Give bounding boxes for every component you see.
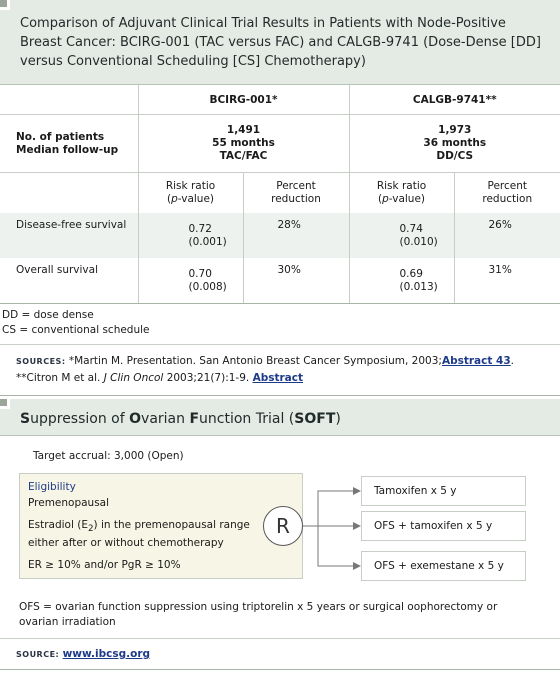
bcirg-patients: 1,491	[226, 124, 261, 136]
bcirg-arms: TAC/FAC	[219, 150, 268, 162]
patients-row	[0, 115, 560, 173]
sources-label: SOURCES:	[16, 357, 66, 366]
p-value-label	[350, 193, 454, 206]
patients-label: No. of patients	[16, 130, 105, 143]
table-title-bar	[0, 0, 560, 85]
table-header-row	[0, 85, 560, 115]
percent-label: Percent	[276, 180, 316, 192]
corner-marker-icon	[0, 0, 10, 10]
arm-ofs-tamoxifen: OFS + tamoxifen x 5 y	[361, 511, 526, 541]
arrow-icon	[353, 487, 361, 495]
p-italic: p	[382, 193, 389, 205]
title-part: unction Trial (	[199, 411, 295, 427]
target-accrual: Target accrual: 3,000 (Open)	[33, 450, 184, 462]
bcirg-summary	[138, 115, 349, 173]
header-bcirg: BCIRG-001*	[138, 85, 349, 115]
calgb-arms: DD/CS	[436, 150, 474, 162]
reduction-cell: 28%	[243, 213, 349, 258]
reduction-cell: 31%	[454, 258, 560, 303]
title-letter-f: F	[189, 411, 200, 427]
randomization-circle: R	[263, 506, 303, 546]
journal-name: J Clin Oncol	[103, 372, 164, 384]
p-value: (0.013)	[399, 280, 438, 293]
connector-arm-3	[318, 526, 356, 566]
risk-ratio-label: Risk ratio	[165, 180, 216, 192]
title-abbr: SOFT	[294, 411, 336, 427]
row-label: Overall survival	[16, 264, 99, 276]
patients-label-cell	[0, 115, 138, 173]
table-row	[0, 213, 560, 258]
p-close: -value)	[177, 193, 215, 205]
reduction-label: reduction	[482, 193, 533, 205]
title-letter-o: O	[129, 411, 142, 427]
table-row	[0, 258, 560, 303]
risk-ratio-value: 0.70	[188, 267, 212, 280]
definition-cs: CS = conventional schedule	[2, 324, 150, 336]
soft-trial-section	[0, 399, 560, 660]
p-value: (0.008)	[188, 280, 227, 293]
source2-rest: 2003;21(7):1-9.	[163, 372, 253, 384]
source-label: SOURCE:	[16, 650, 60, 659]
calgb-patients: 1,973	[438, 124, 472, 136]
risk-ratio-cell	[349, 213, 454, 258]
calgb-summary	[349, 115, 560, 173]
results-table	[0, 85, 560, 303]
p-open: (	[166, 193, 172, 205]
header-calgb: CALGB-9741**	[349, 85, 560, 115]
eligibility-box	[19, 473, 303, 579]
estradiol-subscript: 2	[87, 524, 94, 535]
risk-ratio-value: 0.74	[399, 222, 423, 235]
source1-text: *Martin M. Presentation. San Antonio Breast Cancer Symposium, 2003;	[68, 355, 442, 367]
reduction-cell: 30%	[243, 258, 349, 303]
definition-dd: DD = dose dense	[2, 309, 94, 321]
subheader-row	[0, 173, 560, 214]
risk-ratio-value: 0.72	[188, 222, 212, 235]
ibcsg-link[interactable]: www.ibcsg.org	[62, 648, 151, 660]
risk-ratio-label: Risk ratio	[376, 180, 427, 192]
calgb-followup: 36 months	[423, 137, 487, 149]
ofs-footnote: OFS = ovarian function suppression using triptorelin x 5 years or surgical oophorectomy or ovarian irradiation	[19, 601, 498, 628]
table-title: Comparison of Adjuvant Clinical Trial Results in Patients with Node-Positive Breast Cancer: BCIRG-001 (TAC versus FAC) and CALGB-9741 (Dose-Dense [DD] versus Conventional Scheduling [CS] Chemotherapy)	[20, 16, 541, 69]
p-italic: p	[171, 193, 178, 205]
eligibility-estradiol	[28, 518, 294, 536]
risk-ratio-cell	[349, 258, 454, 303]
subheader-empty	[0, 173, 138, 214]
source2-text: **Citron M et al.	[16, 372, 104, 384]
header-empty	[0, 85, 138, 115]
title-part: )	[335, 411, 341, 427]
p-value-label	[139, 193, 243, 206]
title-letter-s: S	[20, 411, 31, 427]
soft-source	[0, 638, 560, 670]
abstract-43-link[interactable]: Abstract 43	[441, 355, 511, 367]
followup-label: Median follow-up	[16, 143, 119, 156]
source1-end: .	[510, 355, 514, 367]
arrow-icon	[353, 522, 361, 530]
estradiol-text-end: ) in the premenopausal range	[93, 519, 250, 531]
abstract-link[interactable]: Abstract	[252, 372, 303, 384]
estradiol-text: Estradiol (E	[28, 519, 88, 531]
arm-ofs-exemestane: OFS + exemestane x 5 y	[361, 551, 526, 581]
risk-ratio-value: 0.69	[399, 267, 423, 280]
abbreviation-definitions	[0, 303, 560, 344]
source-line-1	[16, 353, 560, 370]
p-open: (	[377, 193, 383, 205]
subheader-percent-1	[243, 173, 349, 214]
subheader-percent-2	[454, 173, 560, 214]
reduction-cell: 26%	[454, 213, 560, 258]
eligibility-title: Eligibility	[28, 481, 76, 493]
source-line-2	[16, 370, 560, 386]
reduction-label: reduction	[271, 193, 321, 205]
subheader-risk-2	[349, 173, 454, 214]
subheader-risk-1	[138, 173, 243, 214]
connector-arm-1	[318, 491, 356, 526]
arm-tamoxifen: Tamoxifen x 5 y	[361, 476, 526, 506]
eligibility-chemo: either after or without chemotherapy	[28, 537, 224, 550]
title-part: varian	[141, 411, 190, 427]
sources-block	[0, 344, 560, 396]
p-value: (0.010)	[399, 235, 438, 248]
percent-label: Percent	[487, 180, 527, 192]
row-label: Disease-free survival	[0, 213, 138, 258]
risk-ratio-cell	[138, 213, 243, 258]
eligibility-receptor: ER ≥ 10% and/or PgR ≥ 10%	[28, 559, 181, 572]
risk-ratio-cell	[138, 258, 243, 303]
title-part: uppression of	[30, 411, 130, 427]
bcirg-followup: 55 months	[212, 137, 275, 149]
arrow-icon	[353, 562, 361, 570]
p-close: -value)	[388, 193, 426, 205]
p-value: (0.001)	[188, 235, 227, 248]
eligibility-premenopausal: Premenopausal	[28, 497, 110, 509]
